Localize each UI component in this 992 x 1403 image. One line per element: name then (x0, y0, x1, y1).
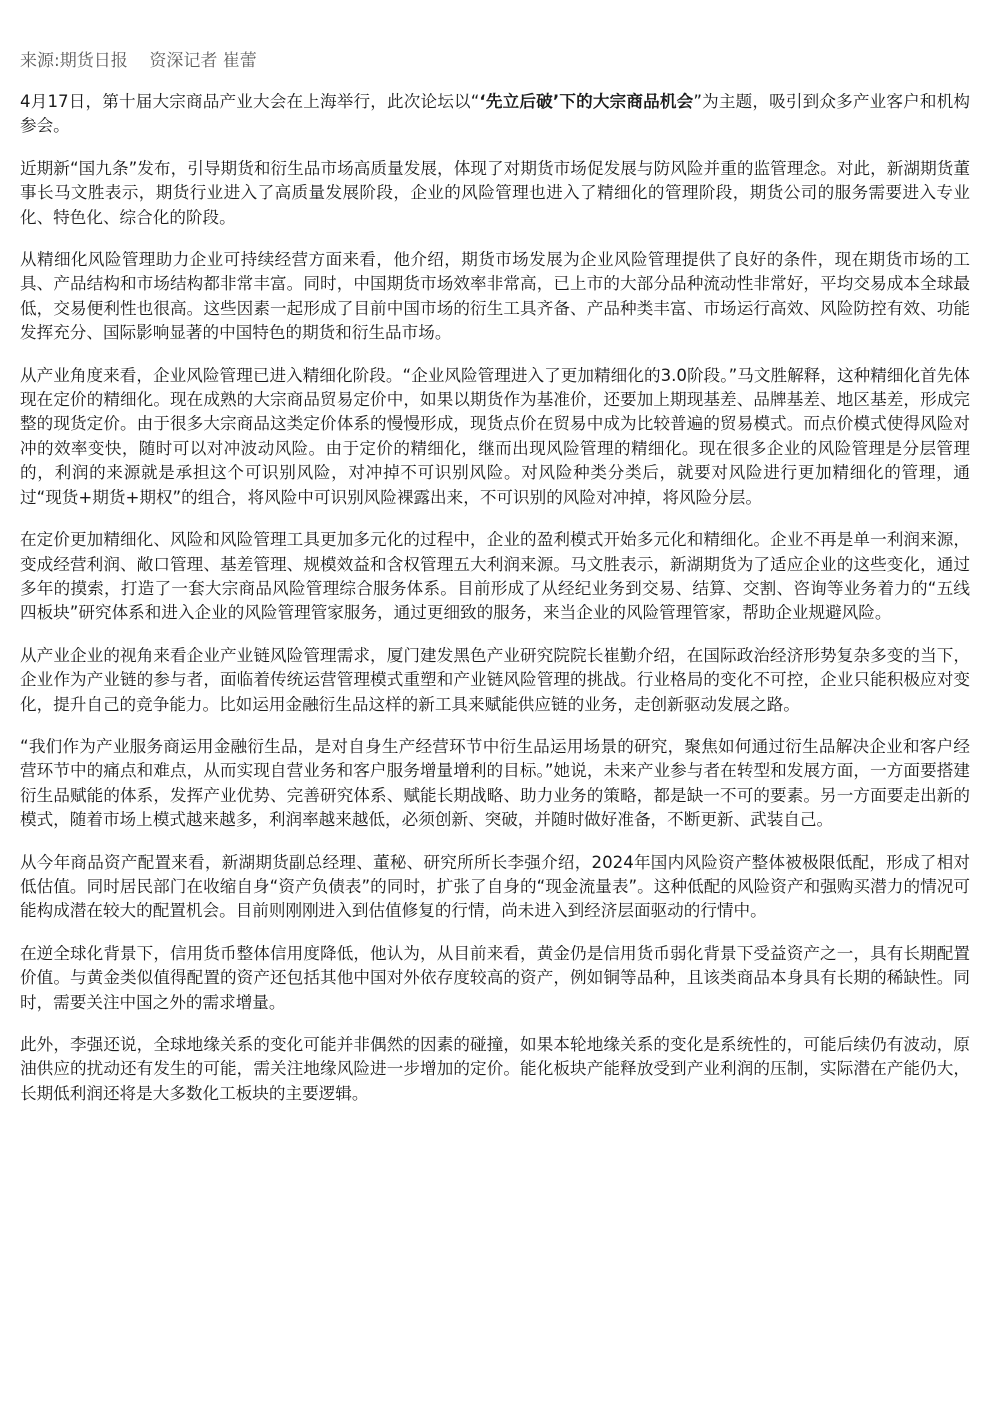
article-paragraph: 从精细化风险管理助力企业可持续经营方面来看，他介绍，期货市场发展为企业风险管理提供了良好的条件，现在期货市场的工具、产品结构和市场结构都非常丰富。同时，中国期货市场效率非常高，已上市的大部分品种流动性非常好，平均交易成本全球最低，交易便利性也很高。这些因素一起形成了目前中国市场的衍生工具齐备、产品种类丰富、市场运行高效、风险防控有效、功能发挥充分、国际影响显著的中国特色的期货和衍生品市场。 (20, 250, 970, 343)
article-paragraph: “我们作为产业服务商运用金融衍生品，是对自身生产经营环节中衍生品运用场景的研究，聚焦如何通过衍生品解决企业和客户经营环节中的痛点和难点，从而实现自营业务和客户服务增量增利的目标。”她说，未来产业参与者在转型和发展方面，一方面要搭建衍生品赋能的体系，发挥产业优势、完善研究体系、赋能长期战略、助力业务的策略，都是缺一不可的要素。另一方面要走出新的模式，随着市场上模式越来越多，利润率越来越低，必须创新、突破，并随时做好准备，不断更新、武装自己。 (20, 736, 970, 830)
article-intro-paragraph (20, 90, 970, 139)
article-paragraph: 在定价更加精细化、风险和风险管理工具更加多元化的过程中，企业的盈利模式开始多元化和精细化。企业不再是单一利润来源，变成经营利润、敞口管理、基差管理、规模效益和含权管理五大利润来源。马文胜表示，新湖期货为了适应企业的这些变化，通过多年的摸索，打造了一套大宗商品风险管理综合服务体系。目前形成了从经纪业务到交易、结算、交割、咨询等业务着力的“五线四板块”研究体系和进入企业的风险管理管家服务，通过更细致的服务，来当企业的风险管理管家，帮助企业规避风险。 (20, 530, 970, 623)
intro-text-after: ”为主题，吸引到众多产业客户和机构参会。 (20, 92, 970, 136)
article-paragraph: 从产业角度来看，企业风险管理已进入精细化阶段。“企业风险管理进入了更加精细化的3.0阶段。”马文胜解释，这种精细化首先体现在定价的精细化。现在成熟的大宗商品贸易定价中，如果以期货作为基准价，还要加上期现基差、品牌基差、地区基差，形成完整的现货定价。由于很多大宗商品这类定价体系的慢慢形成，现货点价在贸易中成为比较普遍的贸易模式。而点价模式使得风险对冲的效率变快，随时可以对冲波动风险。由于定价的精细化，继而出现风险管理的精细化。现在很多企业的风险管理是分层管理的，利润的来源就是承担这个可识别风险，对冲掉不可识别风险。对风险种类分类后，就要对风险进行更加精细化的管理，通过“现货+期货+期权”的组合，将风险中可识别风险裸露出来，不可识别的风险对冲掉，将风险分层。 (20, 365, 970, 507)
article-source-byline: 来源:期货日报 资深记者 崔蕾 (20, 51, 257, 71)
forum-theme: ‘先立后破’下的大宗商品机会 (479, 92, 694, 111)
article-paragraph: 在逆全球化背景下，信用货币整体信用度降低，他认为，从目前来看，黄金仍是信用货币弱化背景下受益资产之一，具有长期配置价值。与黄金类似值得配置的资产还包括其他中国对外依存度较高的资产，例如铜等品种，且该类商品本身具有长期的稀缺性。同时，需要关注中国之外的需求增量。 (20, 943, 970, 1012)
article-paragraph: 从产业企业的视角来看企业产业链风险管理需求，厦门建发黑色产业研究院院长崔勤介绍，在国际政治经济形势复杂多变的当下，企业作为产业链的参与者，面临着传统运营管理模式重塑和产业链风险管理的挑战。行业格局的变化不可控，企业只能积极应对变化，提升自己的竞争能力。比如运用金融衍生品这样的新工具来赋能供应链的业务，走创新驱动发展之路。 (20, 645, 970, 714)
article-paragraph: 近期新“国九条”发布，引导期货和衍生品市场高质量发展，体现了对期货市场促发展与防风险并重的监管理念。对此，新湖期货董事长马文胜表示，期货行业进入了高质量发展阶段，企业的风险管理也进入了精细化的管理阶段，期货公司的服务需要进入专业化、特色化、综合化的阶段。 (20, 158, 970, 227)
article-paragraph: 此外，李强还说，全球地缘关系的变化可能并非偶然的因素的碰撞，如果本轮地缘关系的变化是系统性的，可能后续仍有波动，原油供应的扰动还有发生的可能，需关注地缘风险进一步增加的定价。能化板块产能释放受到产业利润的压制，实际潜在产能仍大，长期低利润还将是大多数化工板块的主要逻辑。 (20, 1035, 970, 1103)
article-paragraph: 从今年商品资产配置来看，新湖期货副总经理、董秘、研究所所长李强介绍，2024年国内风险资产整体被极限低配，形成了相对低估值。同时居民部门在收缩自身“资产负债表”的同时，扩张了自身的“现金流量表”。这种低配的风险资产和强购买潜力的情况可能构成潜在较大的配置机会。目前则刚刚进入到估值修复的行情，尚未进入到经济层面驱动的行情中。 (20, 852, 970, 921)
intro-text-before: 4月17日，第十届大宗商品产业大会在上海举行，此次论坛以“ (20, 92, 480, 111)
article (20, 48, 970, 1124)
